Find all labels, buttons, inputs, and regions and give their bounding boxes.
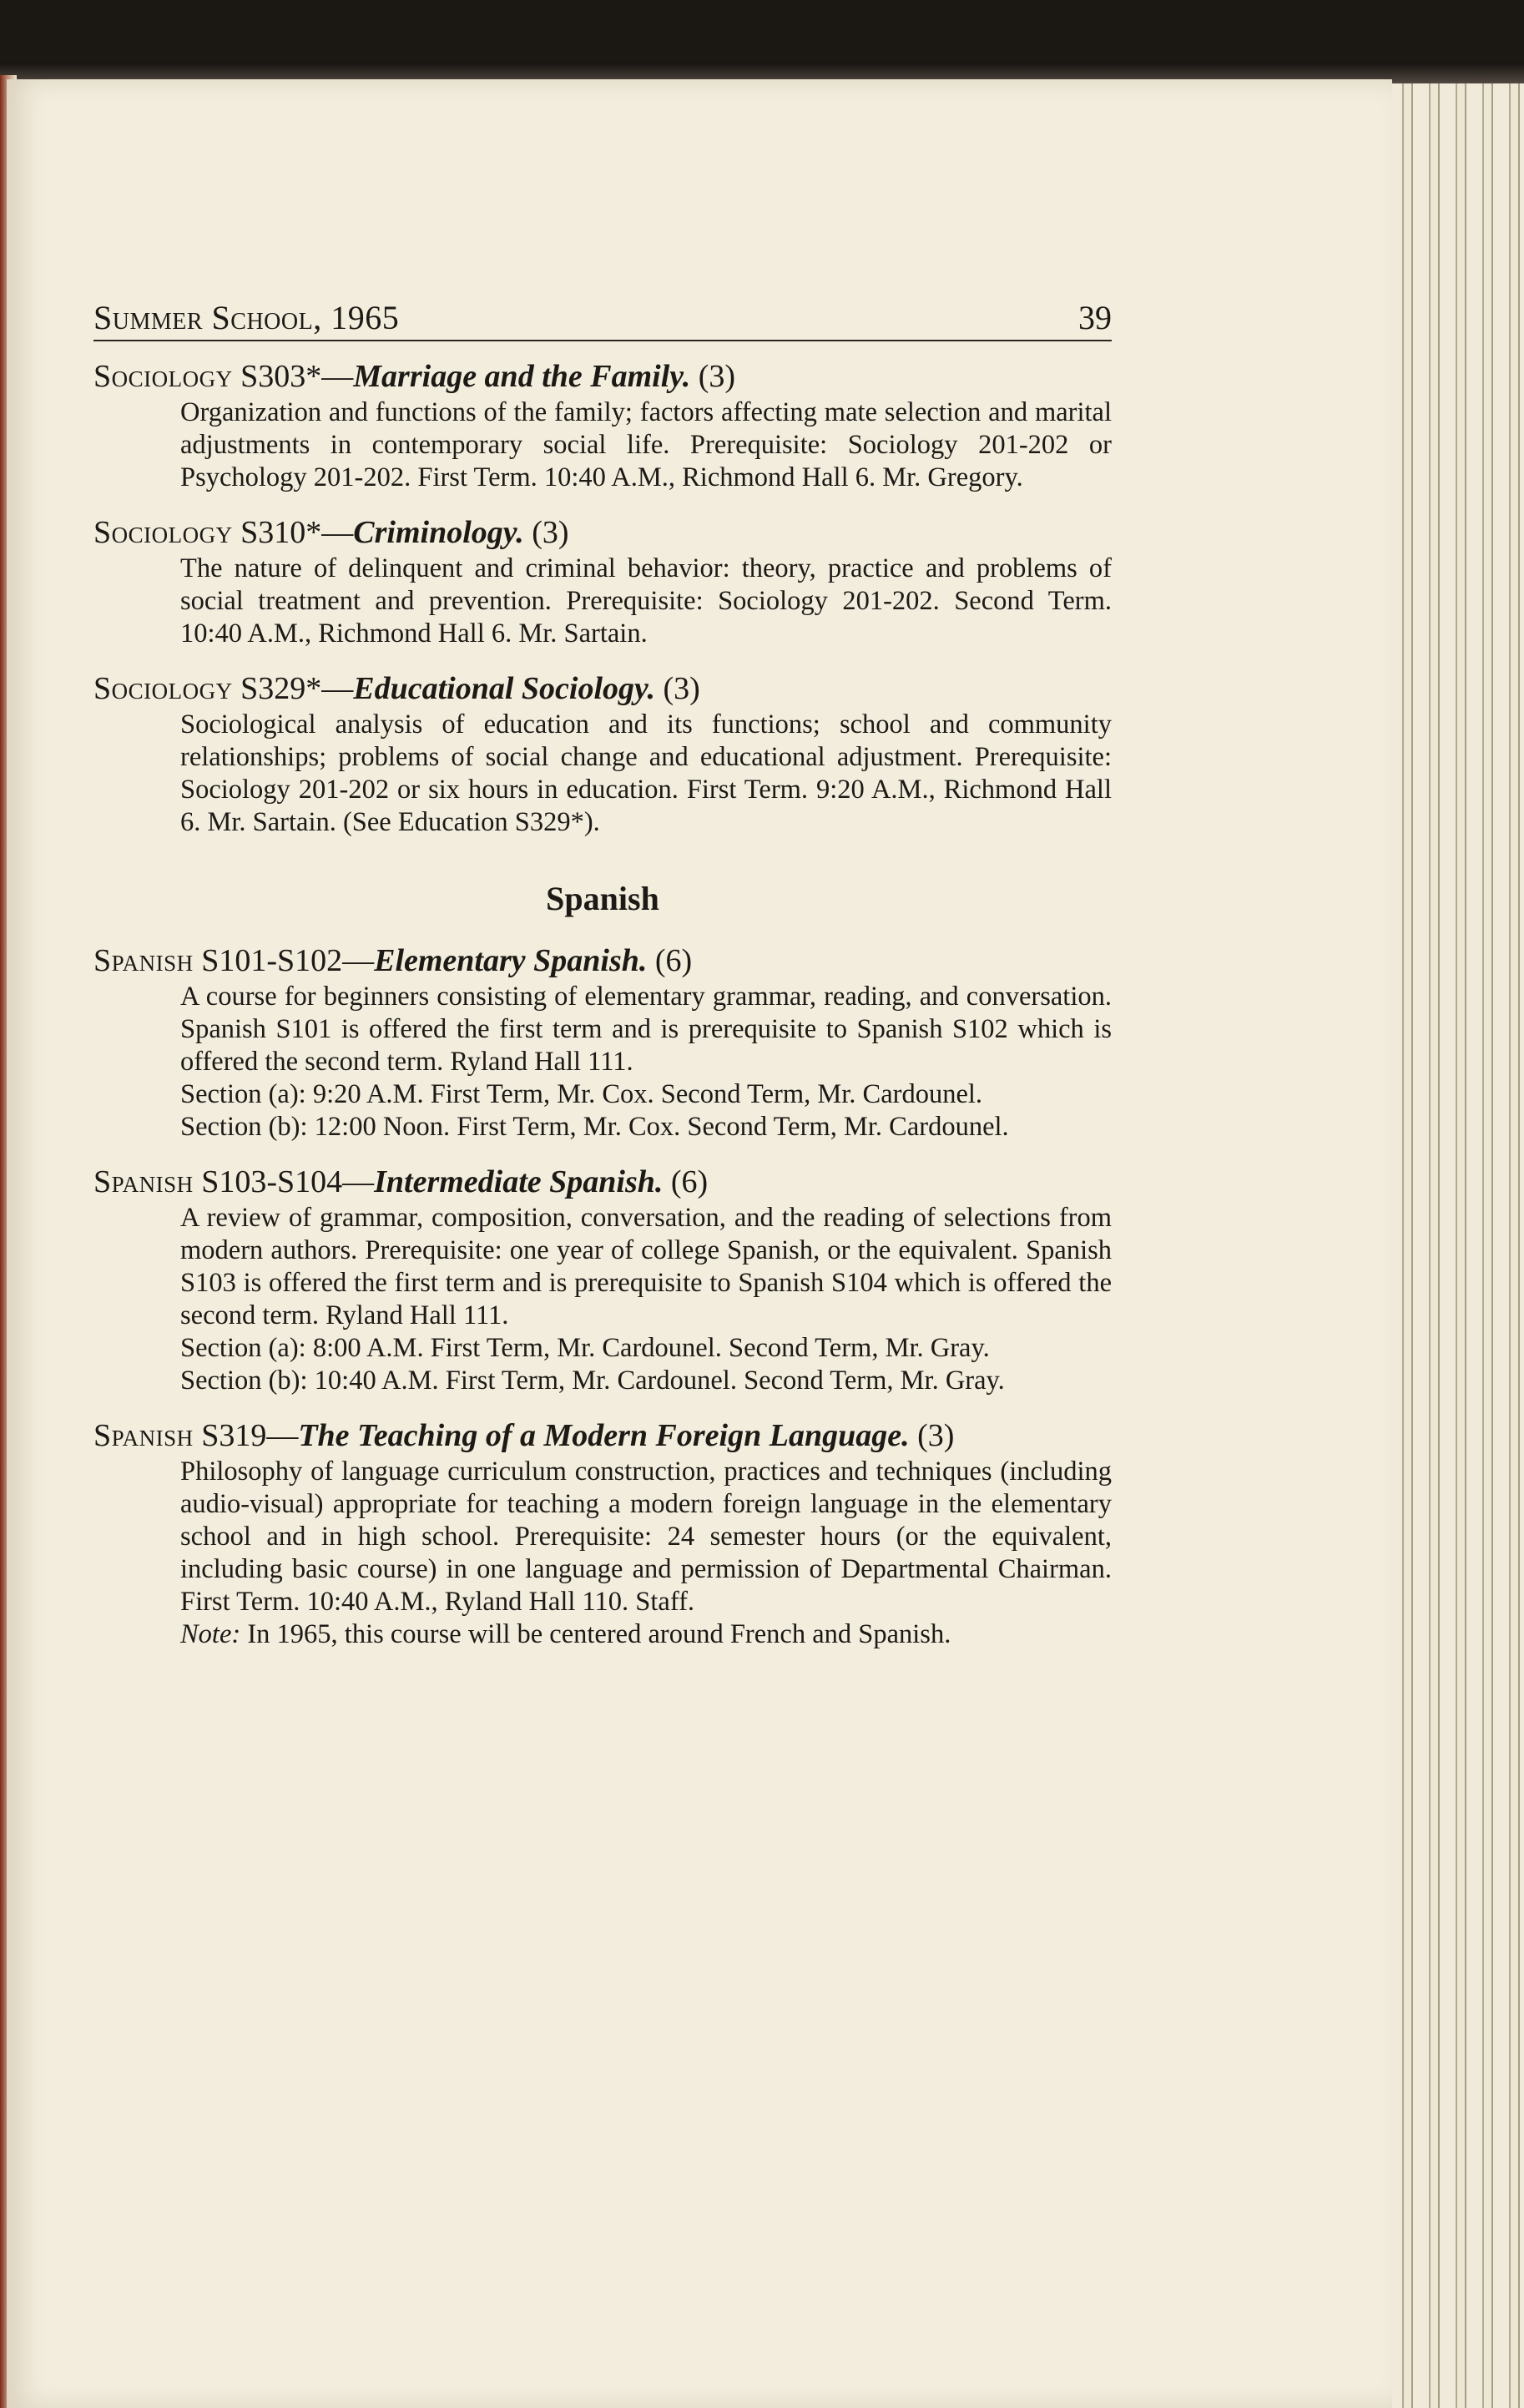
course-credits: (3) — [698, 359, 736, 394]
course-heading — [93, 941, 1112, 981]
course-heading — [93, 669, 1112, 709]
course-description: Philosophy of language curriculum construction, practices and techniques (including audio-visual) appropriate for teaching a modern foreign language in the elementary school and in high school. Prerequisite: 24 semester hours (or the equivalent, including basic course) in one language and permission of Departmental Chairman. First Term. 10:40 A.M., Ryland Hall 110. Staff. — [180, 1456, 1112, 1617]
note-label: Note: — [180, 1619, 241, 1649]
course-credits: (3) — [917, 1418, 955, 1453]
course-entry-spanish-s319 — [93, 1416, 1112, 1651]
section-line: Section (b): 12:00 Noon. First Term, Mr. Cox. Second Term, Mr. Cardounel. — [180, 1112, 1009, 1142]
course-department: Spanish — [93, 1164, 194, 1199]
course-description: Sociological analysis of education and its functions; school and community relationships; problems of social change and educational adjustment. Prerequisite: Sociology 201-202 or six hours in education. First Term. 9:20 A.M., Richmond Hall 6. Mr. Sartain. (See Education S329*). — [180, 709, 1112, 837]
course-entry-sociology-s329 — [93, 669, 1112, 839]
running-head-title: Summer School, 1965 — [93, 299, 400, 336]
course-heading — [93, 512, 1112, 553]
section-line: Section (b): 10:40 A.M. First Term, Mr. Cardounel. Second Term, Mr. Gray. — [180, 1366, 1005, 1396]
course-entry-spanish-s101-s102 — [93, 941, 1112, 1143]
course-title: Educational Sociology. — [353, 671, 655, 706]
course-entry-spanish-s103-s104 — [93, 1162, 1112, 1397]
course-entry-sociology-s310 — [93, 512, 1112, 650]
course-heading — [93, 356, 1112, 396]
course-description: A review of grammar, composition, conversation, and the reading of selections from modern authors. Prerequisite: one year of college Spanish, or the equivalent. Spanish S103 is offered the first term and is prerequisite to Spanish S104 which is offered the second term. Ryland Hall 111. — [180, 1203, 1112, 1330]
course-entry-sociology-s303 — [93, 356, 1112, 494]
course-description: Organization and functions of the family; factors affecting mate selection and marital adjustments in contemporary social life. Prerequisite: Sociology 201-202 or Psychology 201-202. First Term. 10:40 A.M., Richmond Hall 6. Mr. Gregory. — [180, 397, 1112, 492]
note-text: In 1965, this course will be centered around French and Spanish. — [247, 1619, 951, 1649]
course-number: S310*— — [240, 515, 354, 550]
course-title: Criminology. — [353, 515, 524, 550]
course-title: Intermediate Spanish. — [374, 1164, 664, 1199]
course-number: S103-S104— — [201, 1164, 375, 1199]
course-department: Sociology — [93, 671, 233, 706]
course-department: Spanish — [93, 943, 194, 978]
course-heading — [93, 1416, 1112, 1456]
course-credits: (3) — [663, 671, 700, 706]
course-description: A course for beginners consisting of elementary grammar, reading, and conversation. Spanish S101 is offered the first term and is prerequisite to Spanish S102 which is offered the second term. Ryland Hall 111. — [180, 982, 1112, 1077]
course-credits: (6) — [670, 1164, 709, 1199]
course-heading — [93, 1162, 1112, 1202]
section-line: Section (a): 9:20 A.M. First Term, Mr. Cox. Second Term, Mr. Cardounel. — [180, 1079, 983, 1109]
running-head — [93, 296, 1112, 341]
page-content — [93, 296, 1112, 1651]
course-number: S101-S102— — [201, 943, 375, 978]
course-department: Sociology — [93, 515, 233, 550]
course-title: The Teaching of a Modern Foreign Language. — [298, 1418, 910, 1453]
course-title: Marriage and the Family. — [353, 359, 691, 394]
course-department: Sociology — [93, 359, 233, 394]
page-number: 39 — [1078, 299, 1112, 336]
course-number: S319— — [201, 1418, 299, 1453]
page-stack-edge — [1377, 83, 1524, 2408]
course-note — [180, 1618, 1112, 1651]
course-number: S329*— — [240, 671, 354, 706]
course-number: S303*— — [240, 359, 354, 394]
course-credits: (3) — [532, 515, 569, 550]
course-description: The nature of delinquent and criminal behavior: theory, practice and problems of social treatment and prevention. Prerequisite: Sociology 201-202. Second Term. 10:40 A.M., Richmond Hall 6. Mr. Sartain. — [180, 553, 1112, 649]
course-credits: (6) — [654, 943, 693, 978]
course-title: Elementary Spanish. — [374, 943, 648, 978]
section-heading-spanish: Spanish — [546, 880, 659, 917]
course-department: Spanish — [93, 1418, 194, 1453]
section-line: Section (a): 8:00 A.M. First Term, Mr. Cardounel. Second Term, Mr. Gray. — [180, 1333, 990, 1363]
